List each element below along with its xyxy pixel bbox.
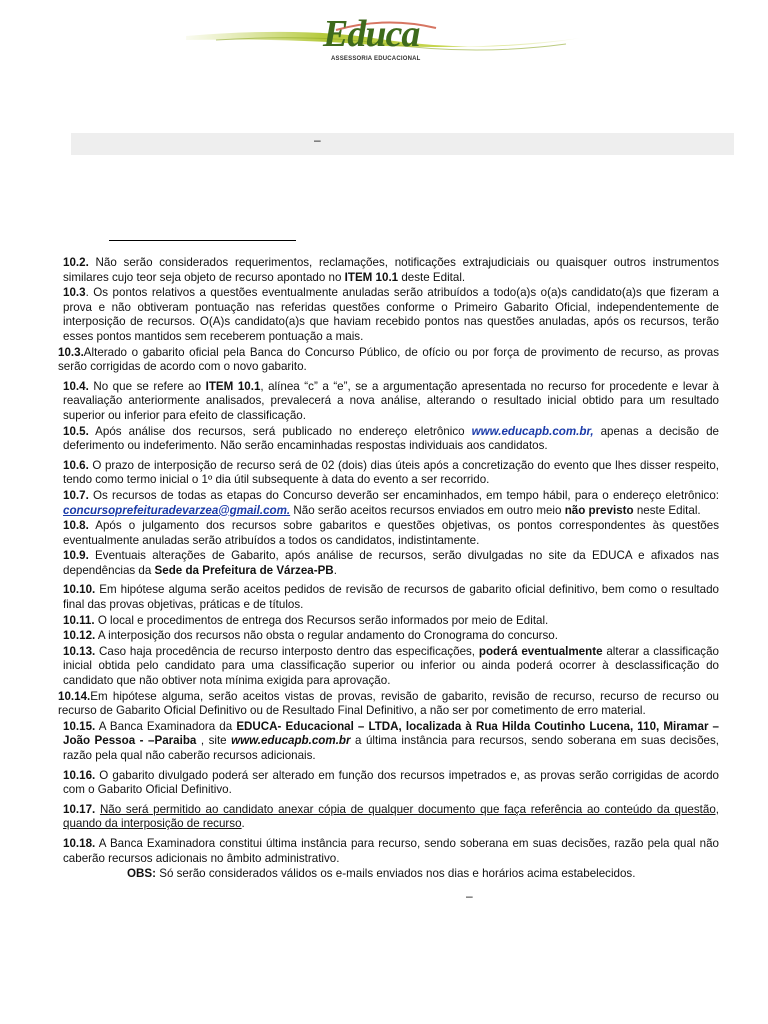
item-ref: ITEM 10.1: [344, 270, 399, 284]
item-text: Eventuais alterações de Gabarito, após análise de recursos, serão divulgadas no site da EDUCA e afixados nas dependências da: [63, 549, 719, 577]
item-10-6: [63, 459, 719, 488]
item-number: 10.3.: [58, 345, 84, 359]
item-text: A Banca Examinadora constitui última instância para recurso, sendo soberana em suas decisões, razão pela qual não caberão recursos adicionais no âmbito administrativo.: [63, 836, 719, 865]
item-emphasis: EDUCA- Educacional – LTDA, localizada à Rua Hilda Coutinho Lucena, 110, Miramar – João Pessoa - –Paraiba: [63, 719, 720, 748]
item-number: 10.18.: [63, 836, 96, 850]
item-10-11: [63, 614, 719, 629]
item-text: Após o julgamento dos recursos sobre gabaritos e questões objetivas, os pontos correspondentes às questões eventualmente anuladas serão atribuídos a todos os candidatos, indistintamente.: [63, 519, 719, 547]
item-text: .: [241, 817, 245, 831]
item-text: Em hipótese alguma, serão aceitos vistas de provas, revisão de gabarito, revisão de recurso, recurso de recurso ou recurso de Gabarito Oficial Definitivo ou de Resultado Final Definitivo, a não ser por cometimento de erro material.: [58, 689, 719, 718]
logo-wordmark: Educa: [323, 13, 420, 55]
item-text: Os recursos de todas as etapas do Concurso deverão ser encaminhados, em tempo hábil, para o endereço eletrônico:: [88, 488, 719, 502]
item-emphasis: Sede da Prefeitura de Várzea-PB: [154, 563, 334, 577]
item-number: 10.5.: [63, 424, 89, 438]
item-number: 10.2.: [63, 256, 89, 269]
item-text: Não serão considerados requerimentos, reclamações, notificações extrajudiciais ou quaisquer outros instrumentos similares cujo teor seja objeto de recurso apontado no: [63, 256, 719, 284]
item-text: Após análise dos recursos, será publicado no endereço eletrônico: [88, 424, 472, 438]
item-10-15: [63, 720, 719, 764]
item-10-5: [63, 425, 719, 454]
item-10-4: [63, 380, 719, 424]
item-text: A Banca Examinadora da: [95, 719, 237, 733]
item-10-10: [63, 583, 719, 612]
item-10-12: [63, 629, 719, 644]
obs-text: Só serão considerados válidos os e-mails enviados nos dias e horários acima estabelecidos.: [155, 867, 636, 881]
item-10-17: [63, 803, 719, 832]
header-dash: –: [314, 133, 321, 147]
item-text: O prazo de interposição de recurso será de 02 (dois) dias úteis após a concretização do evento que lhes disser respeito, tendo como termo inicial o 1º dia útil subsequente à data do evento a ser recorrido.: [63, 458, 719, 487]
item-text: Caso haja procedência de recurso interposto dentro das especificações,: [95, 644, 479, 658]
item-text: , site: [196, 734, 232, 748]
logo-subtitle: ASSESSORIA EDUCACIONAL: [331, 56, 421, 62]
footer-dash: –: [466, 889, 473, 903]
item-text: Não será permitido ao candidato anexar cópia de qualquer documento que faça referência ao conteúdo da questão, quando da interposição de recurso: [63, 802, 719, 831]
item-number: 10.12.: [63, 629, 96, 643]
item-number: 10.13.: [63, 644, 96, 658]
site-link[interactable]: www.educapb.com.br,: [471, 424, 594, 438]
item-text: alterar a classificação inicial obtida pelo candidato para uma classificação superior ou inferior ou ainda poderá ocorrer à desclassificação do candidato que não obtiver nota mínima exigida para aprovação.: [63, 644, 719, 688]
item-number: 10.7.: [63, 488, 89, 502]
item-10-7: [63, 489, 719, 518]
item-text: neste Edital.: [633, 503, 701, 517]
item-text: Não serão aceitos recursos enviados em outro meio: [290, 503, 565, 517]
item-text: A interposição dos recursos não obsta o regular andamento do Cronograma do concurso.: [95, 629, 558, 643]
item-number: 10.9.: [63, 549, 89, 563]
item-10-13: [63, 645, 719, 689]
item-10-14: [58, 690, 719, 719]
item-ref: ITEM 10.1: [205, 379, 261, 393]
item-number: 10.14.: [58, 689, 91, 703]
item-number: 10.17.: [63, 802, 96, 816]
item-number: 10.6.: [63, 458, 89, 472]
obs-note: [63, 867, 719, 882]
item-text: No que se refere ao: [88, 379, 206, 393]
item-emphasis: poderá eventualmente: [478, 644, 603, 658]
item-text: . Os pontos relativos a questões eventualmente anuladas serão atribuídos a todo(a)s o(a)s candidato(a)s que fizeram a prova e não obtiveram pontuação nas referidas questões conforme o Primeiro Gabarito Oficial, independentemente de interposição de recursos. O(A)s candidato(a)s que haviam recebido pontos nas questões anuladas, após os recursos, terão esses pontos mantidos sem receberem pontuação a mais.: [63, 286, 719, 343]
item-number: 10.16.: [63, 768, 96, 782]
item-text: deste Edital.: [398, 270, 466, 284]
item-text: Em hipótese alguma serão aceitos pedidos de revisão de recursos de gabarito oficial definitivo, bem como o resultado final das provas objetivas, práticas e de títulos.: [63, 583, 719, 612]
item-number: 10.3: [63, 286, 86, 300]
item-number: 10.10.: [63, 583, 96, 597]
item-text: .: [333, 563, 337, 577]
educa-logo: [186, 10, 581, 72]
email-link[interactable]: concursoprefeituradevarzea@gmail.com.: [63, 503, 291, 517]
item-10-8: [63, 519, 719, 548]
item-text: apenas a decisão de deferimento ou indeferimento. Não serão encaminhadas respostas individuais aos candidatos.: [63, 424, 719, 453]
item-10-18: [63, 837, 719, 866]
item-number: 10.8.: [63, 519, 89, 533]
item-text: , alínea “c” a “e”, se a argumentação apresentada no recurso for procedente e levar à reavaliação anteriormente analisados, prevalecerá a nova análise, alterando o resultado inicial obtido para um resultado superior ou inferior para efeito de classificação.: [63, 379, 719, 422]
site-link[interactable]: www.educapb.com.br: [231, 734, 351, 748]
item-text: O local e procedimentos de entrega dos Recursos serão informados por meio de Edital.: [94, 613, 549, 627]
section-rule: [109, 240, 296, 241]
item-text: a última instância para recursos, sendo soberana em suas decisões, razão pela qual não caberão recursos adicionais.: [63, 734, 720, 762]
item-text: Alterado o gabarito oficial pela Banca do Concurso Público, de ofício ou por força de provimento de recurso, as provas serão corrigidas de acordo com o novo gabarito.: [58, 345, 719, 374]
item-10-9: [63, 549, 719, 578]
item-10-3-b: [58, 346, 719, 375]
item-10-3: [63, 286, 719, 344]
item-10-2: [63, 256, 719, 285]
item-number: 10.15.: [63, 719, 96, 733]
obs-label: OBS:: [127, 867, 156, 881]
gray-header-bar: [71, 133, 734, 155]
item-emphasis: não previsto: [564, 503, 634, 517]
item-text: O gabarito divulgado poderá ser alterado em função dos recursos impetrados e, as provas serão corrigidas de acordo com o Gabarito Oficial Definitivo.: [63, 768, 719, 797]
document-body: [58, 256, 720, 883]
item-number: 10.11.: [63, 613, 95, 627]
item-number: 10.4.: [63, 379, 89, 393]
item-10-16: [63, 769, 719, 798]
